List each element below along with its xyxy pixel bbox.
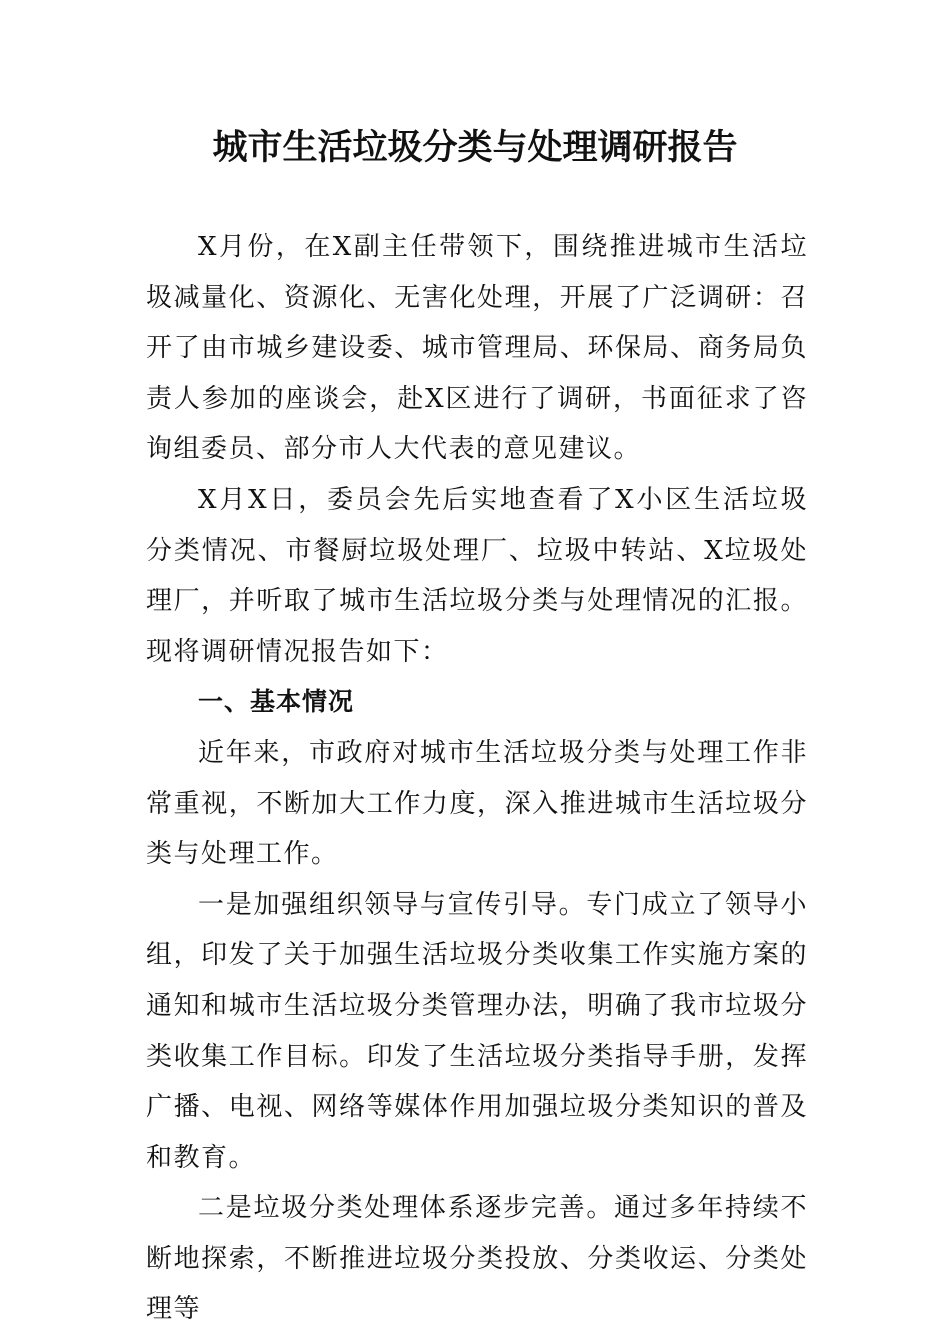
section-paragraph-2: 一是加强组织领导与宣传引导。专门成立了领导小组，印发了关于加强生活垃圾分类收集工作实施方案的通知和城市生活垃圾分类管理办法，明确了我市垃圾分类收集工作目标。印发了生活垃圾分类指导手册，发挥广播、电视、网络等媒体作用加强垃圾分类知识的普及和教育。	[146, 889, 808, 1173]
section-paragraph-1: 近年来，市政府对城市生活垃圾分类与处理工作非常重视，不断加大工作力度，深入推进城市生活垃圾分类与处理工作。	[146, 737, 808, 870]
document-title: 城市生活垃圾分类与处理调研报告	[212, 128, 738, 168]
document-body	[146, 222, 808, 1335]
intro-paragraph-1: X月份，在X副主任带领下，围绕推进城市生活垃圾减量化、资源化、无害化处理，开展了广泛调研：召开了由市城乡建设委、城市管理局、环保局、商务局负责人参加的座谈会，赴X区进行了调研，书面征求了咨询组委员、部分市人大代表的意见建议。	[146, 232, 808, 465]
intro-paragraph-2: X月X日，委员会先后实地查看了X小区生活垃圾分类情况、市餐厨垃圾处理厂、垃圾中转站、X垃圾处理厂，并听取了城市生活垃圾分类与处理情况的汇报。现将调研情况报告如下：	[146, 484, 808, 667]
section-paragraph-3: 二是垃圾分类处理体系逐步完善。通过多年持续不断地探索，不断推进垃圾分类投放、分类收运、分类处理等	[146, 1193, 808, 1325]
section-heading-basic-situation: 一、基本情况	[198, 687, 355, 717]
